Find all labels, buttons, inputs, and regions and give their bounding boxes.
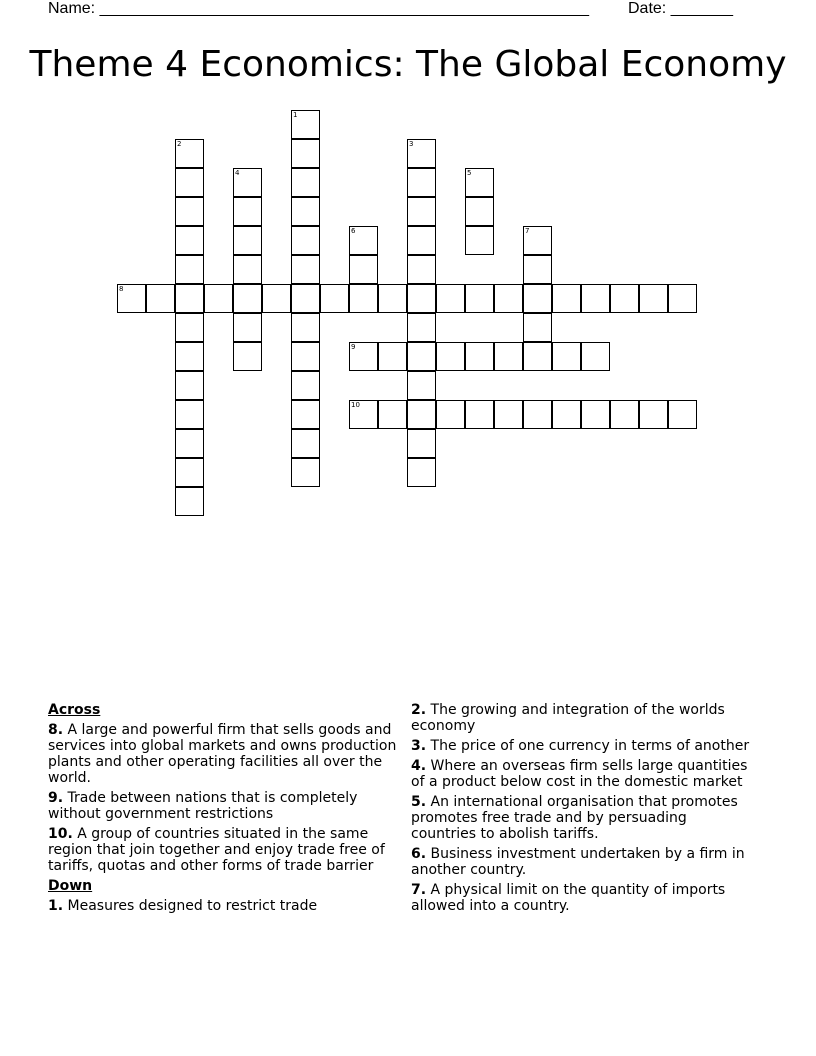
clue-number: 6. — [411, 846, 427, 862]
clue-text: A physical limit on the quantity of imports allowed into a country. — [411, 882, 726, 914]
crossword-cell[interactable] — [349, 255, 378, 284]
cell-number: 4 — [235, 169, 240, 177]
crossword-cell[interactable] — [610, 400, 639, 429]
clue-number: 3. — [411, 738, 427, 754]
cell-number: 10 — [351, 401, 360, 409]
clue-number: 1. — [48, 898, 64, 914]
crossword-cell[interactable] — [494, 342, 523, 371]
date-field-label: Date: _______ — [628, 0, 733, 17]
crossword-cell[interactable] — [639, 400, 668, 429]
cell-number: 6 — [351, 227, 356, 235]
crossword-cell[interactable] — [407, 255, 436, 284]
clue-text: Business investment undertaken by a firm in another country. — [411, 846, 745, 878]
crossword-cell[interactable] — [291, 226, 320, 255]
crossword-cell[interactable] — [291, 371, 320, 400]
crossword-cell[interactable] — [465, 226, 494, 255]
crossword-cell[interactable] — [407, 400, 436, 429]
clue-number: 7. — [411, 882, 427, 898]
crossword-cell[interactable] — [552, 342, 581, 371]
crossword-cell[interactable] — [523, 342, 552, 371]
cell-number: 5 — [467, 169, 472, 177]
crossword-cell[interactable] — [262, 284, 291, 313]
page-title: Theme 4 Economics: The Global Economy — [29, 44, 787, 85]
clue-number: 8. — [48, 722, 64, 738]
clue-text: The price of one currency in terms of another — [430, 738, 750, 754]
crossword-cell[interactable] — [175, 168, 204, 197]
name-field-label: Name: _______________________________________________________ — [48, 0, 589, 17]
crossword-cell[interactable] — [175, 226, 204, 255]
crossword-cell[interactable] — [175, 458, 204, 487]
crossword-cell[interactable] — [523, 226, 552, 255]
crossword-cell[interactable] — [407, 168, 436, 197]
crossword-cell[interactable] — [407, 371, 436, 400]
clue-number: 4. — [411, 758, 427, 774]
clue-down-6 — [411, 846, 756, 878]
crossword-cell[interactable] — [523, 313, 552, 342]
crossword-cell[interactable] — [581, 400, 610, 429]
crossword-cell[interactable] — [378, 284, 407, 313]
crossword-cell[interactable] — [291, 400, 320, 429]
crossword-cell[interactable] — [523, 255, 552, 284]
crossword-cell[interactable] — [436, 342, 465, 371]
clue-text: An international organisation that promotes promotes free trade and by persuading countries to abolish tariffs. — [411, 794, 738, 842]
crossword-cell[interactable] — [291, 168, 320, 197]
crossword-cell[interactable] — [465, 168, 494, 197]
crossword-cell[interactable] — [523, 284, 552, 313]
crossword-cell[interactable] — [407, 313, 436, 342]
crossword-cell[interactable] — [465, 342, 494, 371]
clue-down-4 — [411, 758, 756, 790]
crossword-cell[interactable] — [175, 400, 204, 429]
crossword-cell[interactable] — [175, 429, 204, 458]
crossword-cell[interactable] — [146, 284, 175, 313]
crossword-cell[interactable] — [233, 168, 262, 197]
clue-down-7 — [411, 882, 756, 914]
across-heading: Across — [48, 702, 101, 718]
crossword-cell[interactable] — [407, 342, 436, 371]
crossword-cell[interactable] — [175, 342, 204, 371]
crossword-cell[interactable] — [233, 284, 262, 313]
crossword-cell[interactable] — [465, 284, 494, 313]
clue-down-3 — [411, 738, 756, 754]
crossword-cell[interactable] — [349, 342, 378, 371]
clue-text: Where an overseas firm sells large quantities of a product below cost in the domestic market — [411, 758, 748, 790]
crossword-cell[interactable] — [291, 342, 320, 371]
crossword-cell[interactable] — [407, 458, 436, 487]
crossword-cell[interactable] — [291, 139, 320, 168]
crossword-cell[interactable] — [581, 342, 610, 371]
crossword-cell[interactable] — [349, 284, 378, 313]
crossword-cell[interactable] — [291, 110, 320, 139]
crossword-cell[interactable] — [291, 458, 320, 487]
clue-number: 10. — [48, 826, 73, 842]
clue-number: 5. — [411, 794, 427, 810]
crossword-cell[interactable] — [291, 284, 320, 313]
clue-down-5 — [411, 794, 756, 842]
cell-number: 3 — [409, 140, 414, 148]
crossword-cell[interactable] — [117, 284, 146, 313]
crossword-cell[interactable] — [639, 284, 668, 313]
crossword-cell[interactable] — [407, 284, 436, 313]
crossword-cell[interactable] — [349, 226, 378, 255]
crossword-cell[interactable] — [291, 255, 320, 284]
crossword-cell[interactable] — [233, 342, 262, 371]
crossword-cell[interactable] — [552, 400, 581, 429]
clue-down-2 — [411, 702, 756, 734]
clue-across-9 — [48, 790, 400, 822]
cell-number: 1 — [293, 111, 298, 119]
crossword-cell[interactable] — [668, 284, 697, 313]
clue-text: Measures designed to restrict trade — [67, 898, 318, 914]
cell-number: 8 — [119, 285, 124, 293]
crossword-cell[interactable] — [378, 400, 407, 429]
crossword-cell[interactable] — [291, 429, 320, 458]
crossword-cell[interactable] — [349, 400, 378, 429]
cell-number: 9 — [351, 343, 356, 351]
crossword-cell[interactable] — [175, 139, 204, 168]
crossword-cell[interactable] — [407, 429, 436, 458]
crossword-cell[interactable] — [204, 284, 233, 313]
crossword-cell[interactable] — [494, 400, 523, 429]
crossword-cell[interactable] — [523, 400, 552, 429]
crossword-cell[interactable] — [175, 284, 204, 313]
down-heading: Down — [48, 878, 93, 894]
crossword-cell[interactable] — [175, 197, 204, 226]
clues-column-right — [411, 702, 756, 918]
crossword-cell[interactable] — [291, 197, 320, 226]
crossword-cell[interactable] — [407, 139, 436, 168]
crossword-cell[interactable] — [436, 284, 465, 313]
crossword-cell[interactable] — [233, 255, 262, 284]
crossword-cell[interactable] — [552, 284, 581, 313]
crossword-cell[interactable] — [175, 371, 204, 400]
clues-column-left — [48, 702, 400, 918]
crossword-cell[interactable] — [610, 284, 639, 313]
crossword-cell[interactable] — [233, 197, 262, 226]
crossword-cell[interactable] — [175, 487, 204, 516]
crossword-cell[interactable] — [291, 313, 320, 342]
clue-text: A group of countries situated in the same region that join together and enjoy trade free of tariffs, quotas and other forms of trade barrier — [48, 826, 385, 874]
crossword-cell[interactable] — [407, 226, 436, 255]
cell-number: 7 — [525, 227, 530, 235]
crossword-cell[interactable] — [465, 197, 494, 226]
clue-number: 9. — [48, 790, 64, 806]
crossword-cell[interactable] — [233, 313, 262, 342]
clue-down-1 — [48, 898, 400, 914]
clue-text: A large and powerful firm that sells goods and services into global markets and owns production plants and other operating facilities all over the world. — [48, 722, 397, 786]
clue-across-8 — [48, 722, 400, 786]
crossword-cell[interactable] — [668, 400, 697, 429]
crossword-cell[interactable] — [175, 255, 204, 284]
clue-text: Trade between nations that is completely without government restrictions — [48, 790, 358, 822]
crossword-cell[interactable] — [494, 284, 523, 313]
clue-across-10 — [48, 826, 400, 874]
crossword-cell[interactable] — [175, 313, 204, 342]
crossword-cell[interactable] — [581, 284, 610, 313]
clue-text: The growing and integration of the worlds economy — [411, 702, 725, 734]
crossword-cell[interactable] — [320, 284, 349, 313]
crossword-cell[interactable] — [407, 197, 436, 226]
clue-number: 2. — [411, 702, 427, 718]
crossword-cell[interactable] — [465, 400, 494, 429]
crossword-cell[interactable] — [436, 400, 465, 429]
crossword-cell[interactable] — [233, 226, 262, 255]
crossword-cell[interactable] — [378, 342, 407, 371]
cell-number: 2 — [177, 140, 182, 148]
